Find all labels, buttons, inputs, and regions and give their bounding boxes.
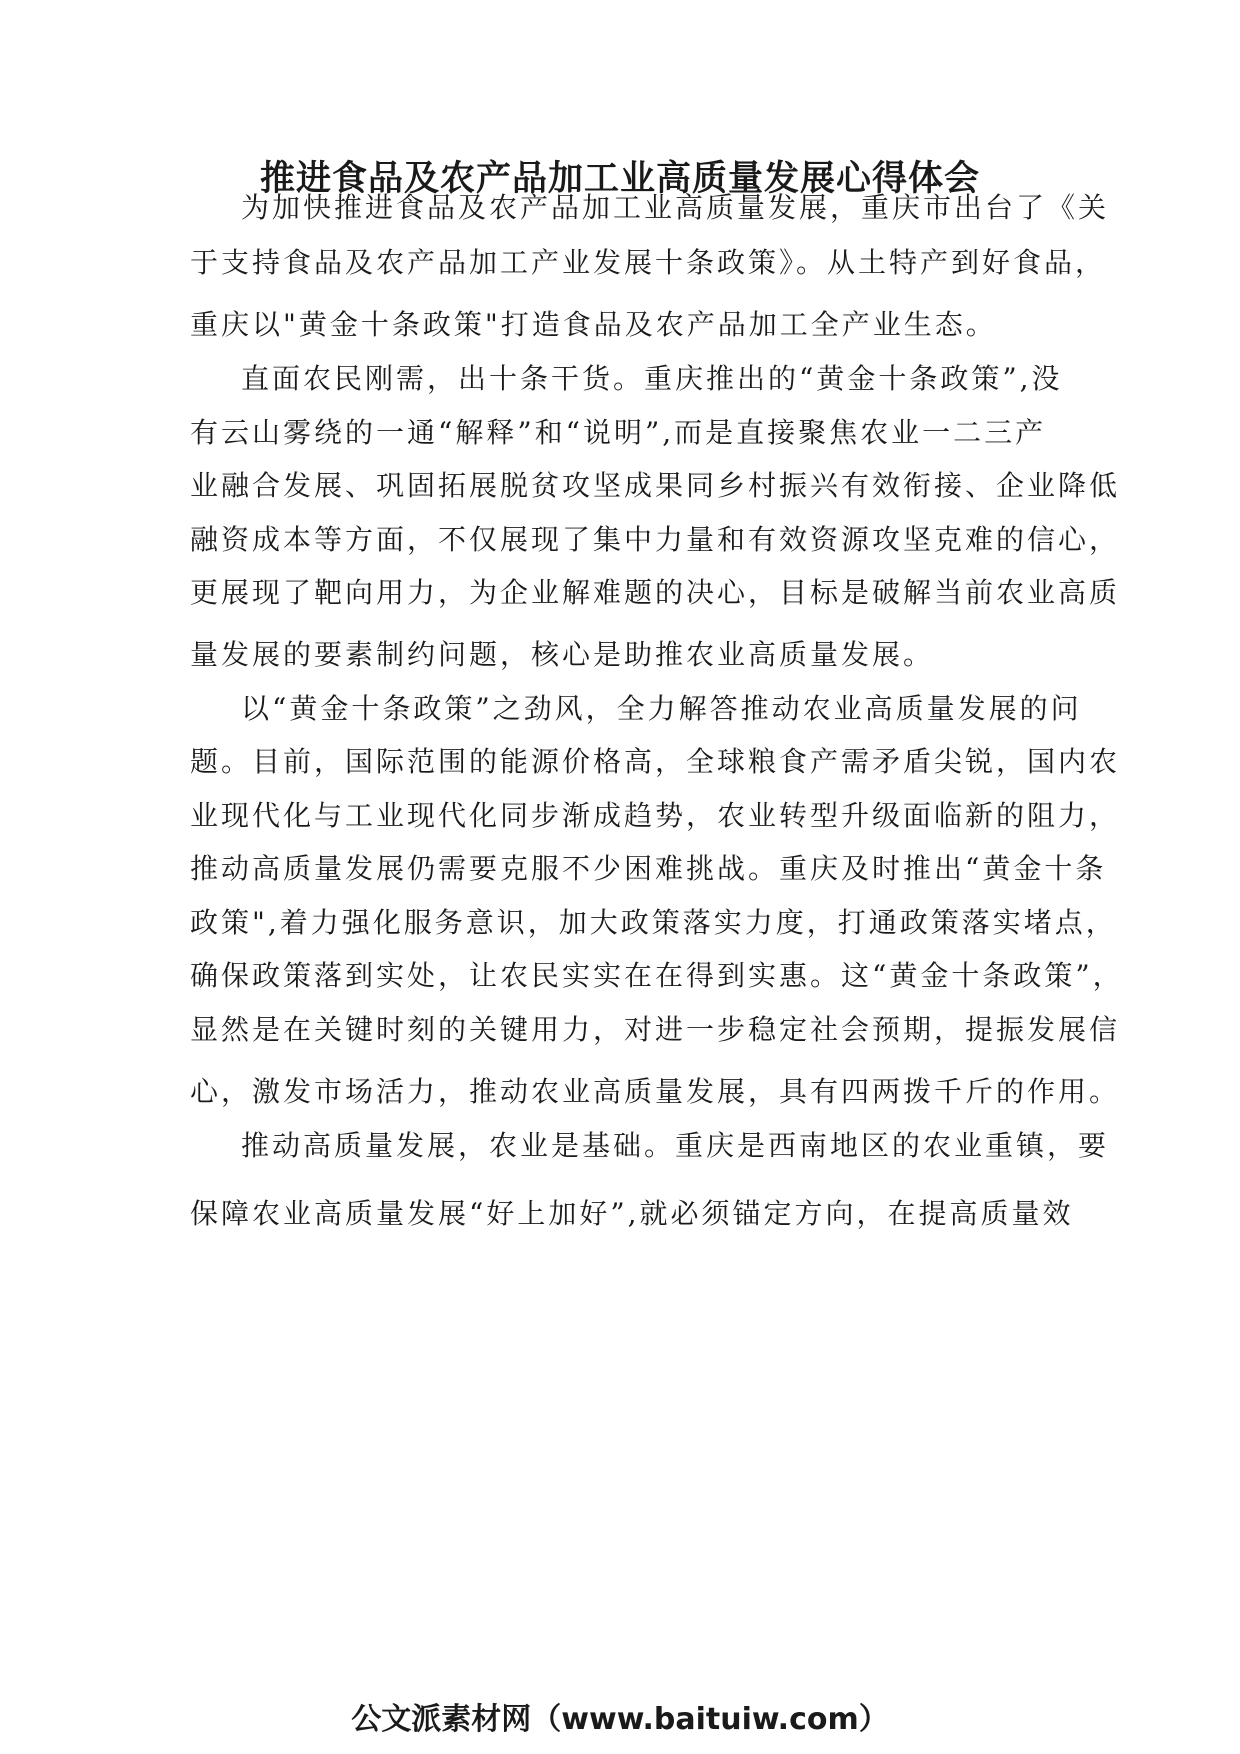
text-line: 保障农业高质量发展“好上加好”,就必须锚定方向，在提高质量效 (190, 1197, 1074, 1230)
text-line: 题。目前，国际范围的能源价格高，全球粮食产需矛盾尖锐，国内农 (190, 745, 1121, 778)
text-line: 政策",着力强化服务意识，加大政策落实力度，打通政策落实堵点， (190, 906, 1117, 939)
document-title: 推进食品及农产品加工业高质量发展心得体会 (259, 159, 980, 199)
text-line: 心，激发市场活力，推动农业高质量发展，具有四两拨千斤的作用。 (190, 1075, 1121, 1108)
text-line: 于支持食品及农产品加工产业发展十条政策》。从土特产到好食品， (190, 246, 1107, 279)
footer-watermark: 公文派素材网（www.baituiw.com） (351, 1702, 889, 1737)
text-line: 量发展的要素制约问题，核心是助推农业高质量发展。 (190, 638, 935, 671)
text-line: 重庆以"黄金十条政策"打造食品及农产品加工全产业生态。 (190, 308, 997, 341)
text-line: 业现代化与工业现代化同步渐成趋势，农业转型升级面临新的阻力， (190, 799, 1121, 832)
text-line: 直面农民刚需，出十条干货。重庆推出的“黄金十条政策”,没 (241, 362, 1063, 395)
text-line: 为加快推进食品及农产品加工业高质量发展，重庆市出台了《关 (241, 191, 1110, 224)
text-line: 推动高质量发展仍需要克服不少困难挑战。重庆及时推出“黄金十条 (190, 852, 1107, 885)
text-line: 确保政策落到实处，让农民实实在在得到实惠。这“黄金十条政策”， (190, 959, 1124, 992)
text-line: 以“黄金十条政策”之劲风，全力解答推动农业高质量发展的问 (241, 692, 1082, 725)
text-line: 业融合发展、巩固拓展脱贫攻坚成果同乡村振兴有效衔接、企业降低 (190, 469, 1121, 502)
text-line: 推动高质量发展，农业是基础。重庆是西南地区的农业重镇，要 (241, 1129, 1110, 1162)
text-line: 显然是在关键时刻的关键用力，对进一步稳定社会预期，提振发展信 (190, 1013, 1121, 1046)
text-line: 更展现了靶向用力，为企业解难题的决心，目标是破解当前农业高质 (190, 576, 1121, 609)
text-line: 融资成本等方面，不仅展现了集中力量和有效资源攻坚克难的信心， (190, 523, 1121, 556)
text-line: 有云山雾绕的一通“解释”和“说明”,而是直接聚焦农业一二三产 (190, 416, 1047, 449)
